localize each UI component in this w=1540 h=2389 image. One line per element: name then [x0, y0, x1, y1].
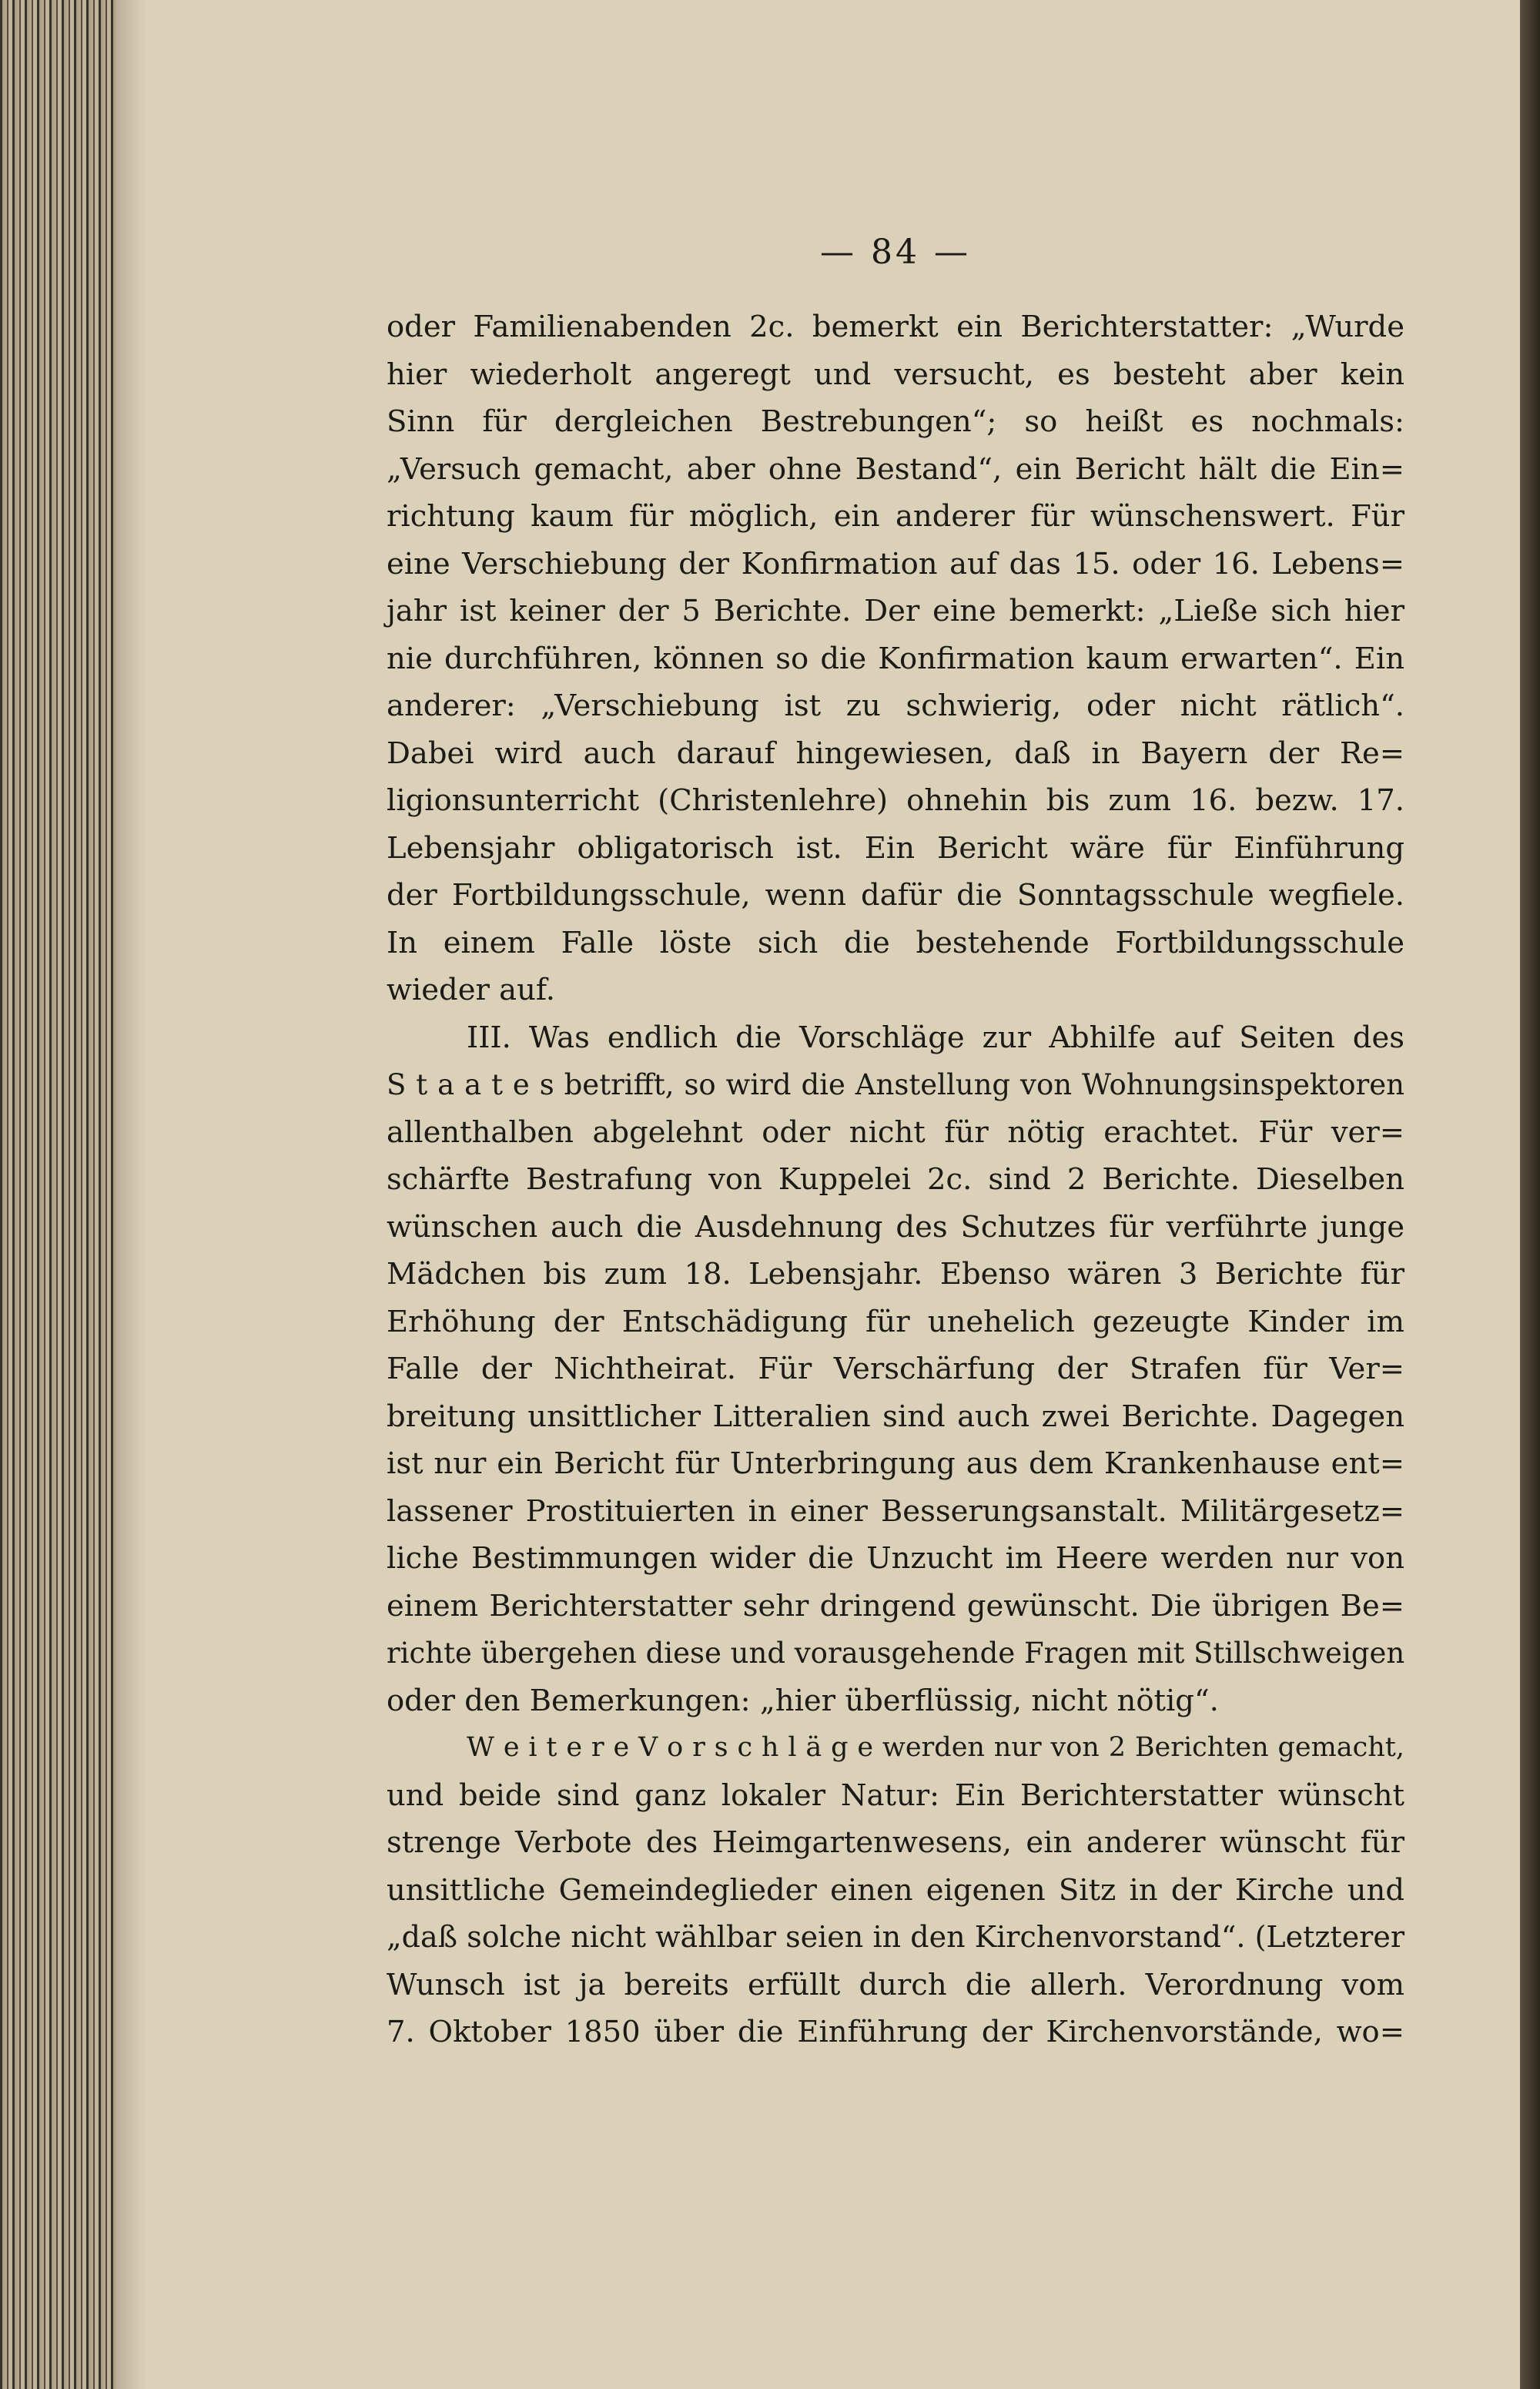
text-line: der Fortbildungsschule, wenn dafür die Sonntagsschule wegfiele.	[387, 878, 1404, 913]
text-line: schärfte Bestrafung von Kuppelei 2c. sind 2 Berichte. Dieselben	[387, 1162, 1404, 1197]
right-edge-shadow	[1520, 0, 1540, 2389]
text-line: Erhöhung der Entschädigung für unehelich gezeugte Kinder im	[387, 1304, 1404, 1339]
page-edge-fade	[116, 0, 146, 2389]
text-line: wieder auf.	[387, 973, 555, 1007]
text-line: unsittliche Gemeindeglieder einen eigenen Sitz in der Kirche und	[387, 1872, 1404, 1908]
text-line: und beide sind ganz lokaler Natur: Ein Berichterstatter wünscht	[387, 1778, 1404, 1813]
text-line: hier wiederholt angeregt und versucht, es besteht aber kein	[387, 357, 1404, 392]
text-line: Mädchen bis zum 18. Lebensjahr. Ebenso wären 3 Berichte für	[387, 1257, 1404, 1292]
text-line: Falle der Nichtheirat. Für Verschärfung der Strafen für Ver=	[387, 1352, 1404, 1386]
page-edge-stack	[0, 0, 116, 2389]
text-line: W e i t e r e V o r s c h l ä g e werden nur von 2 Berichten gemacht,	[467, 1732, 1404, 1763]
text-line: oder Familienabenden 2c. bemerkt ein Berichterstatter: „Wurde	[387, 310, 1404, 344]
text-line: nie durchführen, können so die Konfirmation kaum erwarten“. Ein	[387, 641, 1404, 676]
text-line: eine Verschiebung der Konfirmation auf das 15. oder 16. Lebens=	[387, 546, 1404, 581]
text-line: strenge Verbote des Heimgartenwesens, ein anderer wünscht für	[387, 1825, 1404, 1860]
text-line: „daß solche nicht wählbar seien in den Kirchenvorstand“. (Letzterer	[387, 1920, 1404, 1954]
text-line: wünschen auch die Ausdehnung des Schutzes für verführte junge	[387, 1209, 1404, 1245]
text-line: „Versuch gemacht, aber ohne Bestand“, ein Bericht hält die Ein=	[387, 451, 1404, 487]
page-number: — 84 —	[820, 233, 971, 272]
text-line: In einem Falle löste sich die bestehende Fortbildungsschule	[387, 925, 1404, 960]
text-line: breitung unsittlicher Litteralien sind auch zwei Berichte. Dagegen	[387, 1399, 1404, 1434]
text-line: III. Was endlich die Vorschläge zur Abhilfe auf Seiten des	[467, 1020, 1404, 1055]
text-line: Lebensjahr obligatorisch ist. Ein Bericht wäre für Einführung	[387, 830, 1404, 866]
text-line: lassener Prostituierten in einer Besserungsanstalt. Militärgesetz=	[387, 1493, 1404, 1529]
text-line: oder den Bemerkungen: „hier überflüssig, nicht nötig“.	[387, 1683, 1219, 1718]
text-line: Wunsch ist ja bereits erfüllt durch die allerh. Verordnung vom	[387, 1967, 1404, 2002]
text-line: Dabei wird auch darauf hingewiesen, daß in Bayern der Re=	[387, 735, 1404, 771]
text-line: allenthalben abgelehnt oder nicht für nötig erachtet. Für ver=	[387, 1114, 1404, 1150]
text-line: 7. Oktober 1850 über die Einführung der Kirchenvorstände, wo=	[387, 2015, 1404, 2049]
body-text	[387, 303, 1404, 2056]
text-line: ligionsunterricht (Christenlehre) ohnehin bis zum 16. bezw. 17.	[387, 783, 1404, 818]
text-line: anderer: „Verschiebung ist zu schwierig, oder nicht rätlich“.	[387, 689, 1404, 723]
text-block	[387, 233, 1404, 2056]
text-line: jahr ist keiner der 5 Berichte. Der eine bemerkt: „Ließe sich hier	[387, 594, 1404, 628]
text-line: richtung kaum für möglich, ein anderer für wünschenswert. Für	[387, 499, 1404, 534]
text-line: S t a a t e s betrifft, so wird die Anstellung von Wohnungsinspektoren	[387, 1068, 1404, 1101]
text-line: einem Berichterstatter sehr dringend gewünscht. Die übrigen Be=	[387, 1588, 1404, 1623]
text-line: richte übergehen diese und vorausgehende Fragen mit Stillschweigen	[387, 1637, 1405, 1670]
text-line: ist nur ein Bericht für Unterbringung aus dem Krankenhause ent=	[387, 1446, 1404, 1481]
text-line: liche Bestimmungen wider die Unzucht im Heere werden nur von	[387, 1541, 1404, 1576]
text-line: Sinn für dergleichen Bestrebungen“; so heißt es nochmals:	[387, 404, 1404, 439]
